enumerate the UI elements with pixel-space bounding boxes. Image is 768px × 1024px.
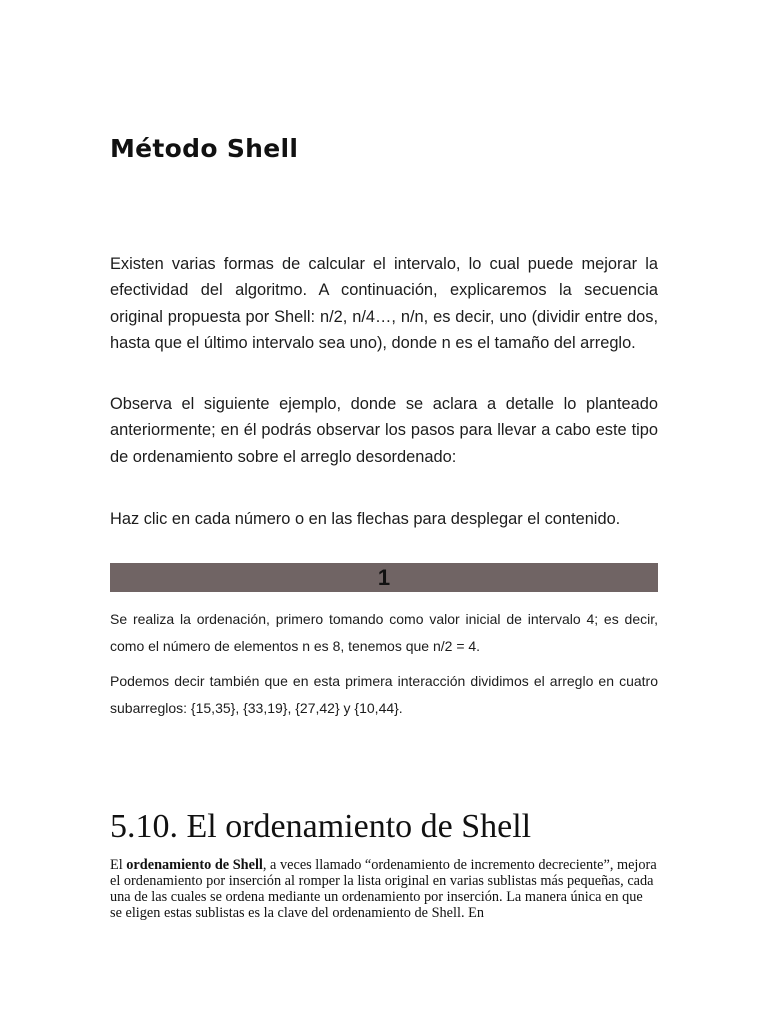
page-title: Método Shell: [110, 134, 299, 163]
step-1-toggle-button[interactable]: [110, 563, 658, 592]
section-bold-term: ordenamiento de Shell: [126, 857, 263, 873]
step-text-2: Podemos decir también que en esta primera interacción dividimos el arreglo en cuatro subarreglos: {15,35}, {33,19}, {27,42} y {10,44}.: [110, 673, 658, 716]
section-intro-word: El: [110, 857, 127, 873]
intro-paragraph: Existen varias formas de calcular el intervalo, lo cual puede mejorar la efectividad del algoritmo. A continuación, explicaremos la secuencia original propuesta por Shell: n/2, n/4…, n/n, es decir, uno (dividir entre dos, hasta que el último intervalo sea uno), donde n es el tamaño del arreglo.: [110, 255, 658, 352]
instruction-paragraph: Haz clic en cada número o en las flechas para desplegar el contenido.: [110, 510, 621, 528]
section-heading: 5.10. El ordenamiento de Shell: [110, 808, 532, 845]
step-text-1: Se realiza la ordenación, primero tomando como valor inicial de intervalo 4; es decir, como el número de elementos n es 8, tenemos que n/2 = 4.: [110, 611, 658, 654]
step-number[interactable]: 1: [377, 565, 391, 590]
section-body-text: , a veces llamado “ordenamiento de incremento decreciente”, mejora el ordenamiento por inserción al romper la lista original en varias sublistas más pequeñas, cada una de las cuales se ordena mediante un ordenamiento por inserción. La manera única en que se eligen estas sublistas es la clave del ordenamiento de Shell. En: [110, 857, 657, 921]
example-paragraph: Observa el siguiente ejemplo, donde se aclara a detalle lo planteado anteriormente; en él podrás observar los pasos para llevar a cabo este tipo de ordenamiento sobre el arreglo desordenado:: [110, 395, 658, 466]
section-paragraph: [110, 857, 658, 921]
